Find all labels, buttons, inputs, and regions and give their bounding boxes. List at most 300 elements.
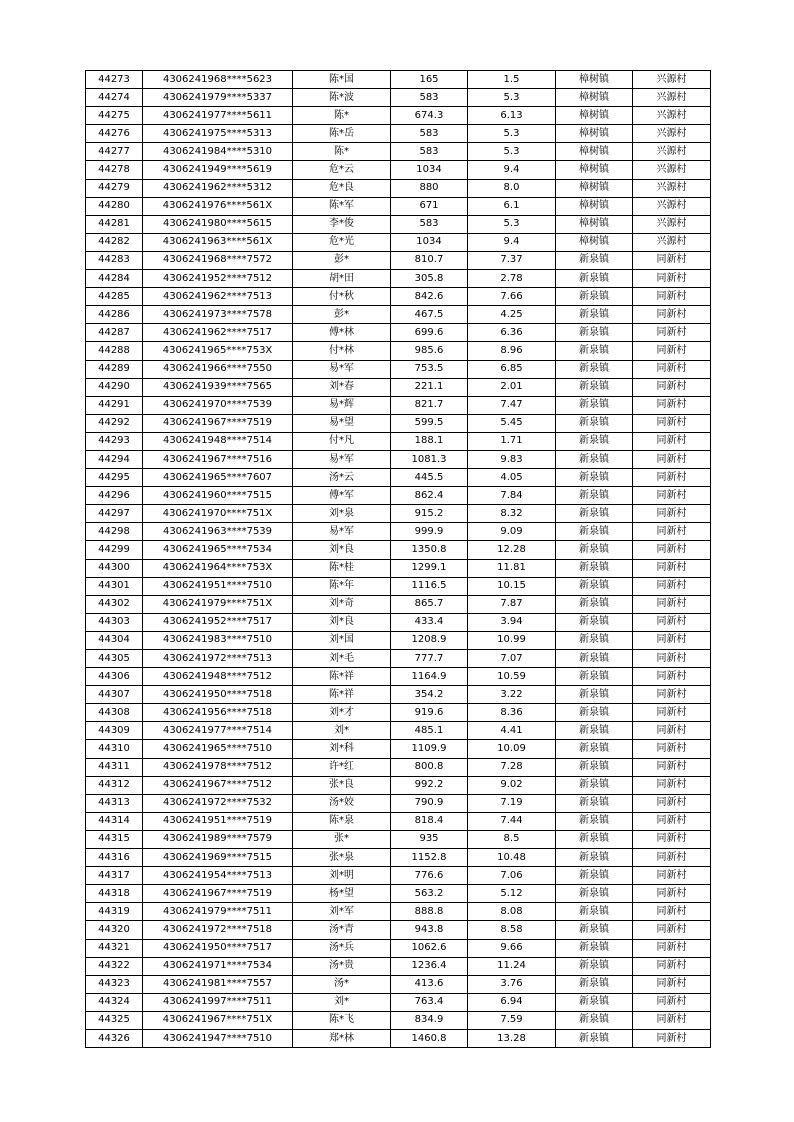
serial-number-cell: 44291: [86, 396, 143, 414]
person-name-cell: 刘*军: [293, 903, 391, 921]
amount-cell: 888.8: [391, 903, 468, 921]
amount-cell: 776.6: [391, 867, 468, 885]
amount-cell: 834.9: [391, 1011, 468, 1029]
person-name-cell: 危*云: [293, 161, 391, 179]
id-number-cell: 4306241947****7510: [143, 1029, 293, 1047]
village-cell: 同新村: [633, 849, 711, 867]
village-cell: 同新村: [633, 324, 711, 342]
area-cell: 9.4: [468, 161, 556, 179]
village-cell: 同新村: [633, 595, 711, 613]
amount-cell: 818.4: [391, 812, 468, 830]
amount-cell: 165: [391, 71, 468, 89]
id-number-cell: 4306241968****7572: [143, 251, 293, 269]
area-cell: 8.58: [468, 921, 556, 939]
table-row: [86, 849, 711, 867]
village-cell: 同新村: [633, 360, 711, 378]
id-number-cell: 4306241950****7518: [143, 686, 293, 704]
area-cell: 5.12: [468, 885, 556, 903]
area-cell: 11.24: [468, 957, 556, 975]
table-row: [86, 830, 711, 848]
village-cell: 同新村: [633, 704, 711, 722]
village-cell: 同新村: [633, 469, 711, 487]
amount-cell: 1208.9: [391, 631, 468, 649]
area-cell: 7.84: [468, 487, 556, 505]
town-cell: 新泉镇: [556, 432, 633, 450]
table-row: [86, 613, 711, 631]
id-number-cell: 4306241970****751X: [143, 505, 293, 523]
area-cell: 10.48: [468, 849, 556, 867]
amount-cell: 880: [391, 179, 468, 197]
table-row: [86, 776, 711, 794]
village-cell: 同新村: [633, 722, 711, 740]
id-number-cell: 4306241983****7510: [143, 631, 293, 649]
id-number-cell: 4306241969****7515: [143, 849, 293, 867]
town-cell: 新泉镇: [556, 993, 633, 1011]
amount-cell: 221.1: [391, 378, 468, 396]
town-cell: 新泉镇: [556, 939, 633, 957]
town-cell: 樟树镇: [556, 89, 633, 107]
amount-cell: 943.8: [391, 921, 468, 939]
table-row: [86, 197, 711, 215]
person-name-cell: 刘*良: [293, 541, 391, 559]
area-cell: 8.5: [468, 830, 556, 848]
serial-number-cell: 44309: [86, 722, 143, 740]
town-cell: 新泉镇: [556, 288, 633, 306]
serial-number-cell: 44325: [86, 1011, 143, 1029]
area-cell: 7.59: [468, 1011, 556, 1029]
area-cell: 8.32: [468, 505, 556, 523]
person-name-cell: 陈*国: [293, 71, 391, 89]
amount-cell: 674.3: [391, 107, 468, 125]
village-cell: 同新村: [633, 867, 711, 885]
table-row: [86, 505, 711, 523]
person-name-cell: 刘*: [293, 993, 391, 1011]
village-cell: 同新村: [633, 885, 711, 903]
town-cell: 新泉镇: [556, 251, 633, 269]
village-cell: 兴源村: [633, 71, 711, 89]
id-number-cell: 4306241962****7513: [143, 288, 293, 306]
area-cell: 5.3: [468, 89, 556, 107]
table-row: [86, 541, 711, 559]
id-number-cell: 4306241948****7514: [143, 432, 293, 450]
id-number-cell: 4306241968****5623: [143, 71, 293, 89]
village-cell: 兴源村: [633, 233, 711, 251]
serial-number-cell: 44310: [86, 740, 143, 758]
amount-cell: 800.8: [391, 758, 468, 776]
amount-cell: 699.6: [391, 324, 468, 342]
village-cell: 同新村: [633, 505, 711, 523]
amount-cell: 790.9: [391, 794, 468, 812]
town-cell: 新泉镇: [556, 631, 633, 649]
town-cell: 新泉镇: [556, 360, 633, 378]
village-cell: 同新村: [633, 541, 711, 559]
village-cell: 同新村: [633, 957, 711, 975]
area-cell: 10.09: [468, 740, 556, 758]
person-name-cell: 汤*兵: [293, 939, 391, 957]
area-cell: 8.08: [468, 903, 556, 921]
id-number-cell: 4306241989****7579: [143, 830, 293, 848]
town-cell: 新泉镇: [556, 885, 633, 903]
id-number-cell: 4306241979****5337: [143, 89, 293, 107]
village-cell: 同新村: [633, 251, 711, 269]
area-cell: 7.47: [468, 396, 556, 414]
area-cell: 5.3: [468, 125, 556, 143]
id-number-cell: 4306241971****7534: [143, 957, 293, 975]
table-row: [86, 288, 711, 306]
town-cell: 新泉镇: [556, 306, 633, 324]
serial-number-cell: 44276: [86, 125, 143, 143]
id-number-cell: 4306241981****7557: [143, 975, 293, 993]
id-number-cell: 4306241977****5611: [143, 107, 293, 125]
town-cell: 新泉镇: [556, 523, 633, 541]
table-row: [86, 179, 711, 197]
person-name-cell: 陈*飞: [293, 1011, 391, 1029]
village-cell: 兴源村: [633, 125, 711, 143]
area-cell: 11.81: [468, 559, 556, 577]
area-cell: 9.09: [468, 523, 556, 541]
area-cell: 12.28: [468, 541, 556, 559]
amount-cell: 1350.8: [391, 541, 468, 559]
table-row: [86, 233, 711, 251]
person-name-cell: 易*辉: [293, 396, 391, 414]
id-number-cell: 4306241966****7550: [143, 360, 293, 378]
area-cell: 6.36: [468, 324, 556, 342]
id-number-cell: 4306241980****5615: [143, 215, 293, 233]
town-cell: 新泉镇: [556, 776, 633, 794]
serial-number-cell: 44318: [86, 885, 143, 903]
table-row: [86, 342, 711, 360]
town-cell: 新泉镇: [556, 921, 633, 939]
person-name-cell: 刘*: [293, 722, 391, 740]
area-cell: 2.78: [468, 270, 556, 288]
area-cell: 1.71: [468, 432, 556, 450]
person-name-cell: 陈*祥: [293, 668, 391, 686]
area-cell: 6.13: [468, 107, 556, 125]
town-cell: 新泉镇: [556, 559, 633, 577]
id-number-cell: 4306241967****7519: [143, 885, 293, 903]
person-name-cell: 张*泉: [293, 849, 391, 867]
person-name-cell: 陈*桂: [293, 559, 391, 577]
id-number-cell: 4306241950****7517: [143, 939, 293, 957]
table-row: [86, 270, 711, 288]
serial-number-cell: 44314: [86, 812, 143, 830]
table-row: [86, 686, 711, 704]
table-row: [86, 143, 711, 161]
table-row: [86, 903, 711, 921]
serial-number-cell: 44279: [86, 179, 143, 197]
town-cell: 新泉镇: [556, 613, 633, 631]
amount-cell: 763.4: [391, 993, 468, 1011]
area-cell: 3.22: [468, 686, 556, 704]
village-cell: 同新村: [633, 939, 711, 957]
amount-cell: 583: [391, 215, 468, 233]
serial-number-cell: 44281: [86, 215, 143, 233]
amount-cell: 354.2: [391, 686, 468, 704]
area-cell: 10.99: [468, 631, 556, 649]
table-row: [86, 650, 711, 668]
amount-cell: 188.1: [391, 432, 468, 450]
town-cell: 新泉镇: [556, 758, 633, 776]
records-table: [85, 70, 711, 1048]
amount-cell: 1034: [391, 161, 468, 179]
serial-number-cell: 44302: [86, 595, 143, 613]
person-name-cell: 刘*毛: [293, 650, 391, 668]
id-number-cell: 4306241954****7513: [143, 867, 293, 885]
village-cell: 兴源村: [633, 143, 711, 161]
town-cell: 新泉镇: [556, 324, 633, 342]
table-row: [86, 107, 711, 125]
serial-number-cell: 44308: [86, 704, 143, 722]
amount-cell: 992.2: [391, 776, 468, 794]
serial-number-cell: 44322: [86, 957, 143, 975]
town-cell: 新泉镇: [556, 396, 633, 414]
person-name-cell: 陈*年: [293, 577, 391, 595]
serial-number-cell: 44289: [86, 360, 143, 378]
area-cell: 3.76: [468, 975, 556, 993]
person-name-cell: 刘*国: [293, 631, 391, 649]
table-row: [86, 251, 711, 269]
village-cell: 同新村: [633, 830, 711, 848]
village-cell: 同新村: [633, 1029, 711, 1047]
id-number-cell: 4306241984****5310: [143, 143, 293, 161]
serial-number-cell: 44297: [86, 505, 143, 523]
person-name-cell: 危*光: [293, 233, 391, 251]
village-cell: 同新村: [633, 650, 711, 668]
town-cell: 新泉镇: [556, 469, 633, 487]
person-name-cell: 易*军: [293, 450, 391, 468]
amount-cell: 1034: [391, 233, 468, 251]
amount-cell: 753.5: [391, 360, 468, 378]
town-cell: 新泉镇: [556, 270, 633, 288]
person-name-cell: 胡*田: [293, 270, 391, 288]
id-number-cell: 4306241952****7512: [143, 270, 293, 288]
serial-number-cell: 44313: [86, 794, 143, 812]
amount-cell: 305.8: [391, 270, 468, 288]
person-name-cell: 刘*明: [293, 867, 391, 885]
table-row: [86, 523, 711, 541]
serial-number-cell: 44283: [86, 251, 143, 269]
person-name-cell: 傅*军: [293, 487, 391, 505]
town-cell: 新泉镇: [556, 849, 633, 867]
person-name-cell: 易*军: [293, 523, 391, 541]
town-cell: 新泉镇: [556, 1011, 633, 1029]
area-cell: 5.45: [468, 414, 556, 432]
table-row: [86, 595, 711, 613]
area-cell: 9.4: [468, 233, 556, 251]
id-number-cell: 4306241963****561X: [143, 233, 293, 251]
town-cell: 新泉镇: [556, 686, 633, 704]
village-cell: 同新村: [633, 1011, 711, 1029]
person-name-cell: 刘*泉: [293, 505, 391, 523]
serial-number-cell: 44315: [86, 830, 143, 848]
area-cell: 9.02: [468, 776, 556, 794]
town-cell: 新泉镇: [556, 577, 633, 595]
table-row: [86, 360, 711, 378]
person-name-cell: 刘*奇: [293, 595, 391, 613]
village-cell: 同新村: [633, 432, 711, 450]
id-number-cell: 4306241962****5312: [143, 179, 293, 197]
serial-number-cell: 44312: [86, 776, 143, 794]
table-row: [86, 867, 711, 885]
person-name-cell: 刘*才: [293, 704, 391, 722]
amount-cell: 445.5: [391, 469, 468, 487]
person-name-cell: 汤*: [293, 975, 391, 993]
town-cell: 新泉镇: [556, 541, 633, 559]
town-cell: 新泉镇: [556, 812, 633, 830]
village-cell: 同新村: [633, 613, 711, 631]
amount-cell: 467.5: [391, 306, 468, 324]
table-row: [86, 469, 711, 487]
id-number-cell: 4306241979****7511: [143, 903, 293, 921]
area-cell: 13.28: [468, 1029, 556, 1047]
person-name-cell: 刘*科: [293, 740, 391, 758]
serial-number-cell: 44298: [86, 523, 143, 541]
area-cell: 4.05: [468, 469, 556, 487]
serial-number-cell: 44286: [86, 306, 143, 324]
person-name-cell: 陈*祥: [293, 686, 391, 704]
person-name-cell: 彭*: [293, 306, 391, 324]
table-row: [86, 161, 711, 179]
area-cell: 7.06: [468, 867, 556, 885]
amount-cell: 563.2: [391, 885, 468, 903]
village-cell: 同新村: [633, 487, 711, 505]
town-cell: 新泉镇: [556, 487, 633, 505]
amount-cell: 671: [391, 197, 468, 215]
table-row: [86, 631, 711, 649]
town-cell: 新泉镇: [556, 650, 633, 668]
area-cell: 9.83: [468, 450, 556, 468]
amount-cell: 985.6: [391, 342, 468, 360]
person-name-cell: 易*望: [293, 414, 391, 432]
area-cell: 10.15: [468, 577, 556, 595]
table-row: [86, 812, 711, 830]
area-cell: 4.41: [468, 722, 556, 740]
serial-number-cell: 44316: [86, 849, 143, 867]
town-cell: 新泉镇: [556, 450, 633, 468]
table-row: [86, 487, 711, 505]
table-row: [86, 71, 711, 89]
table-row: [86, 668, 711, 686]
amount-cell: 583: [391, 143, 468, 161]
table-row: [86, 993, 711, 1011]
id-number-cell: 4306241970****7539: [143, 396, 293, 414]
amount-cell: 862.4: [391, 487, 468, 505]
serial-number-cell: 44305: [86, 650, 143, 668]
village-cell: 同新村: [633, 975, 711, 993]
village-cell: 同新村: [633, 342, 711, 360]
table-row: [86, 921, 711, 939]
town-cell: 新泉镇: [556, 794, 633, 812]
amount-cell: 865.7: [391, 595, 468, 613]
table-row: [86, 378, 711, 396]
village-cell: 同新村: [633, 396, 711, 414]
person-name-cell: 陈*泉: [293, 812, 391, 830]
table-row: [86, 704, 711, 722]
town-cell: 樟树镇: [556, 197, 633, 215]
person-name-cell: 许*红: [293, 758, 391, 776]
serial-number-cell: 44288: [86, 342, 143, 360]
id-number-cell: 4306241967****7519: [143, 414, 293, 432]
serial-number-cell: 44303: [86, 613, 143, 631]
serial-number-cell: 44320: [86, 921, 143, 939]
amount-cell: 999.9: [391, 523, 468, 541]
area-cell: 10.59: [468, 668, 556, 686]
id-number-cell: 4306241965****753X: [143, 342, 293, 360]
town-cell: 樟树镇: [556, 143, 633, 161]
area-cell: 8.36: [468, 704, 556, 722]
person-name-cell: 陈*: [293, 107, 391, 125]
id-number-cell: 4306241951****7510: [143, 577, 293, 595]
id-number-cell: 4306241967****7516: [143, 450, 293, 468]
person-name-cell: 李*俊: [293, 215, 391, 233]
serial-number-cell: 44295: [86, 469, 143, 487]
area-cell: 7.07: [468, 650, 556, 668]
town-cell: 樟树镇: [556, 71, 633, 89]
table-row: [86, 125, 711, 143]
id-number-cell: 4306241963****7539: [143, 523, 293, 541]
id-number-cell: 4306241978****7512: [143, 758, 293, 776]
person-name-cell: 危*良: [293, 179, 391, 197]
id-number-cell: 4306241965****7607: [143, 469, 293, 487]
village-cell: 同新村: [633, 414, 711, 432]
id-number-cell: 4306241956****7518: [143, 704, 293, 722]
id-number-cell: 4306241973****7578: [143, 306, 293, 324]
town-cell: 新泉镇: [556, 740, 633, 758]
id-number-cell: 4306241972****7518: [143, 921, 293, 939]
person-name-cell: 陈*岳: [293, 125, 391, 143]
serial-number-cell: 44280: [86, 197, 143, 215]
serial-number-cell: 44277: [86, 143, 143, 161]
serial-number-cell: 44287: [86, 324, 143, 342]
id-number-cell: 4306241965****7510: [143, 740, 293, 758]
person-name-cell: 汤*青: [293, 921, 391, 939]
area-cell: 7.87: [468, 595, 556, 613]
id-number-cell: 4306241949****5619: [143, 161, 293, 179]
area-cell: 9.66: [468, 939, 556, 957]
person-name-cell: 汤*云: [293, 469, 391, 487]
serial-number-cell: 44290: [86, 378, 143, 396]
table-row: [86, 89, 711, 107]
village-cell: 同新村: [633, 450, 711, 468]
person-name-cell: 彭*: [293, 251, 391, 269]
area-cell: 7.44: [468, 812, 556, 830]
person-name-cell: 易*军: [293, 360, 391, 378]
town-cell: 樟树镇: [556, 161, 633, 179]
id-number-cell: 4306241997****7511: [143, 993, 293, 1011]
id-number-cell: 4306241939****7565: [143, 378, 293, 396]
amount-cell: 1116.5: [391, 577, 468, 595]
area-cell: 8.96: [468, 342, 556, 360]
serial-number-cell: 44282: [86, 233, 143, 251]
village-cell: 同新村: [633, 740, 711, 758]
serial-number-cell: 44294: [86, 450, 143, 468]
table-row: [86, 577, 711, 595]
amount-cell: 1299.1: [391, 559, 468, 577]
amount-cell: 1081.3: [391, 450, 468, 468]
amount-cell: 821.7: [391, 396, 468, 414]
village-cell: 兴源村: [633, 89, 711, 107]
person-name-cell: 傅*林: [293, 324, 391, 342]
table-row: [86, 559, 711, 577]
area-cell: 8.0: [468, 179, 556, 197]
person-name-cell: 付*凡: [293, 432, 391, 450]
serial-number-cell: 44326: [86, 1029, 143, 1047]
town-cell: 新泉镇: [556, 957, 633, 975]
town-cell: 新泉镇: [556, 867, 633, 885]
amount-cell: 599.5: [391, 414, 468, 432]
id-number-cell: 4306241976****561X: [143, 197, 293, 215]
area-cell: 3.94: [468, 613, 556, 631]
